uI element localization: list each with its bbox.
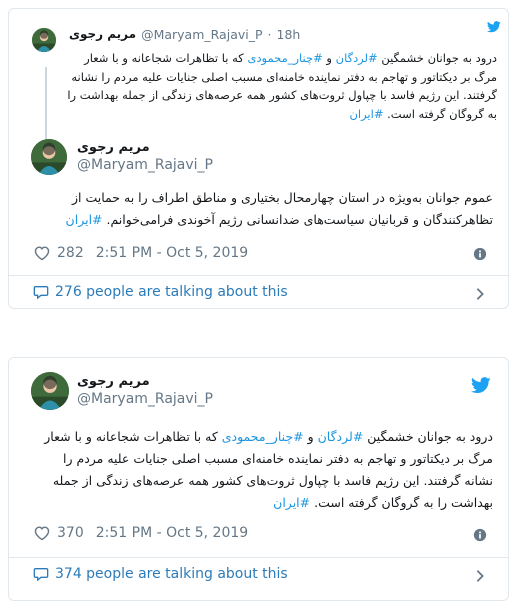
talking-link[interactable] (33, 566, 288, 582)
dot-separator: · (267, 26, 272, 42)
heart-icon[interactable] (33, 245, 51, 261)
author-block[interactable] (77, 374, 213, 407)
tweet-text (33, 187, 493, 231)
user-handle[interactable]: @Maryam_Rajavi_P (77, 391, 214, 407)
tweet-card-2[interactable] (8, 357, 509, 601)
twitter-bird-icon[interactable] (487, 21, 501, 33)
like-count[interactable]: 370 (57, 525, 84, 541)
text-segment: درود به جوانان خشمگین (363, 429, 493, 444)
talking-count-text[interactable]: 276 people are talking about this (55, 284, 288, 300)
text-segment: که با تظاهرات شجاعانه و با شعار (84, 51, 248, 65)
tweet-card-1[interactable] (8, 8, 509, 309)
text-segment: و (322, 51, 336, 65)
divider (9, 557, 508, 558)
quoted-tweet-text (63, 49, 497, 123)
twitter-bird-icon[interactable] (471, 377, 491, 394)
hashtag-link[interactable]: #ایران (349, 106, 384, 121)
quoted-tweet-header (69, 26, 301, 42)
chevron-right-icon[interactable] (475, 569, 485, 583)
display-name[interactable]: مریم رجوی (77, 374, 150, 389)
heart-icon[interactable] (33, 525, 51, 541)
hashtag-link[interactable]: #چنار_محمودی (247, 51, 323, 65)
avatar-image (31, 372, 69, 410)
text-segment: مرگ بر دیکتاتور و تهاجم به دفتر نماینده خامنه‌ای مسبب اصلی جنایات علیه مردم را نشانه گرفتند. این رژیم فاسد با چپاول ثروت‌های کشور همه عرصه‌های زندگی از جمله بهداشت را به گروگان گرفته است. (67, 69, 497, 121)
divider (9, 275, 508, 276)
avatar[interactable] (31, 372, 69, 410)
hashtag-link[interactable]: #چنار_محمودی (221, 429, 304, 444)
speech-bubble-icon (33, 284, 49, 300)
avatar[interactable] (32, 28, 56, 52)
display-name[interactable]: مریم رجوی (69, 27, 137, 41)
hashtag-link[interactable]: #ایران (273, 495, 311, 510)
talking-link[interactable] (33, 284, 288, 300)
chevron-right-icon[interactable] (475, 287, 485, 301)
text-segment: درود به جوانان خشمگین (377, 51, 497, 65)
avatar[interactable] (31, 139, 67, 175)
info-icon[interactable] (473, 528, 487, 542)
talking-count-text[interactable]: 374 people are talking about this (55, 566, 288, 582)
like-count[interactable]: 282 (57, 245, 84, 261)
user-handle[interactable]: @Maryam_Rajavi_P (77, 157, 214, 173)
speech-bubble-icon (33, 566, 49, 582)
tweet-text (33, 426, 493, 514)
thread-connector (45, 67, 47, 141)
hashtag-link[interactable]: #لردگان (317, 429, 364, 444)
avatar-image (32, 28, 56, 52)
hashtag-link[interactable]: #ایران (65, 212, 103, 227)
author-block[interactable] (77, 140, 213, 173)
tweet-timestamp[interactable]: 2:51 PM - Oct 5, 2019 (95, 525, 249, 541)
tweet-meta (33, 525, 248, 541)
text-segment: که با تظاهرات شجاعانه و با شعار مرگ بر دیکتاتور و تهاجم به دفتر نماینده خامنه‌ای مسبب اصلی جنایات علیه مردم را نشانه گرفتند. این رژیم فاسد با چپاول ثروت‌های کشور همه عرصه‌های زندگی از جمله بهداشت را به گروگان گرفته است. (44, 429, 493, 510)
tweet-timestamp[interactable]: 2:51 PM - Oct 5, 2019 (95, 245, 249, 261)
text-segment: عموم جوانان به‌ویژه در استان چهارمحال بختیاری و مناطق اطراف را به حمایت از تظاهرکنندگان و قربانیان سیاست‌های ضدانسانی رژیم آخوندی فرامی‌خوانم. (72, 190, 493, 227)
avatar-image (31, 139, 67, 175)
display-name[interactable]: مریم رجوی (77, 140, 150, 155)
user-handle[interactable]: @Maryam_Rajavi_P (141, 26, 263, 42)
info-icon[interactable] (473, 247, 487, 261)
tweet-meta (33, 245, 248, 261)
text-segment: و (303, 429, 318, 444)
tweet-time[interactable]: 18h (276, 26, 301, 42)
hashtag-link[interactable]: #لردگان (335, 51, 378, 65)
